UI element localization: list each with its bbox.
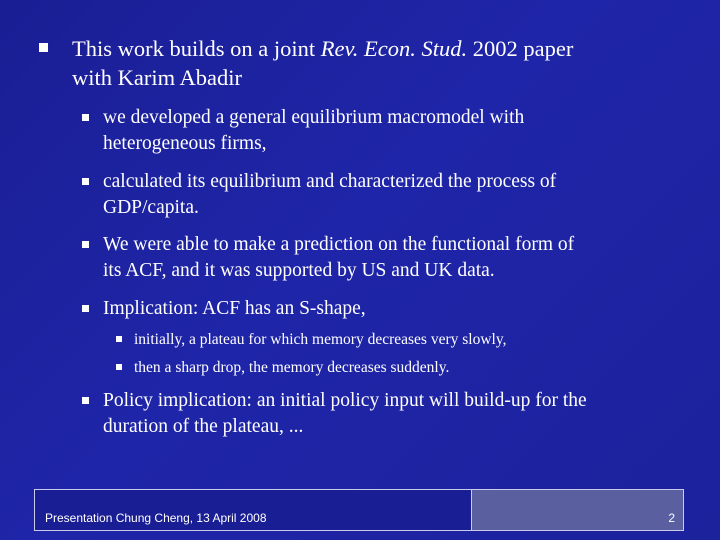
main-bullet-post: 2002 paper bbox=[467, 36, 574, 61]
footer-presenter-text: Presentation Chung Cheng, 13 April 2008 bbox=[45, 511, 267, 525]
bullet-square-icon bbox=[116, 364, 122, 370]
slide-footer bbox=[34, 489, 684, 531]
sub-bullet-5-line2: duration of the plateau, ... bbox=[103, 416, 304, 437]
main-bullet-text bbox=[72, 34, 692, 92]
bullet-square-icon bbox=[82, 241, 89, 248]
subsub-bullet-2 bbox=[134, 357, 704, 378]
footer-page-box bbox=[472, 490, 683, 530]
sub-bullet-1-line2: heterogeneous firms, bbox=[103, 133, 267, 154]
subsub-bullet-2-text: then a sharp drop, the memory decreases suddenly. bbox=[134, 359, 450, 376]
sub-bullet-1-line1: we developed a general equilibrium macromodel with bbox=[103, 107, 525, 128]
main-bullet-line2: with Karim Abadir bbox=[72, 65, 242, 90]
sub-bullet-2-line2: GDP/capita. bbox=[103, 197, 199, 218]
sub-bullet-3-line1: We were able to make a prediction on the functional form of bbox=[103, 234, 575, 255]
footer-presenter-box bbox=[35, 490, 472, 530]
bullet-square-icon bbox=[82, 178, 89, 185]
bullet-square-icon bbox=[82, 114, 89, 121]
bullet-square-icon bbox=[82, 397, 89, 404]
sub-bullet-5-line1: Policy implication: an initial policy input will build-up for the bbox=[103, 390, 587, 411]
sub-bullet-3-line2: its ACF, and it was supported by US and UK data. bbox=[103, 260, 495, 281]
subsub-bullet-1 bbox=[134, 329, 704, 350]
sub-bullet-3 bbox=[103, 232, 703, 284]
bullet-square-icon bbox=[116, 336, 122, 342]
subsub-bullet-1-text: initially, a plateau for which memory decreases very slowly, bbox=[134, 331, 507, 348]
bullet-square-icon bbox=[39, 43, 48, 52]
sub-bullet-2-line1: calculated its equilibrium and characterized the process of bbox=[103, 171, 557, 192]
sub-bullet-2 bbox=[103, 169, 703, 221]
journal-name: Rev. Econ. Stud. bbox=[320, 36, 468, 61]
main-bullet-pre: This work builds on a joint bbox=[72, 36, 321, 61]
sub-bullet-4 bbox=[103, 296, 703, 322]
sub-bullet-1 bbox=[103, 105, 703, 157]
bullet-square-icon bbox=[82, 305, 89, 312]
page-number: 2 bbox=[668, 511, 675, 525]
sub-bullet-5 bbox=[103, 388, 703, 440]
sub-bullet-4-text: Implication: ACF has an S-shape, bbox=[103, 298, 366, 319]
